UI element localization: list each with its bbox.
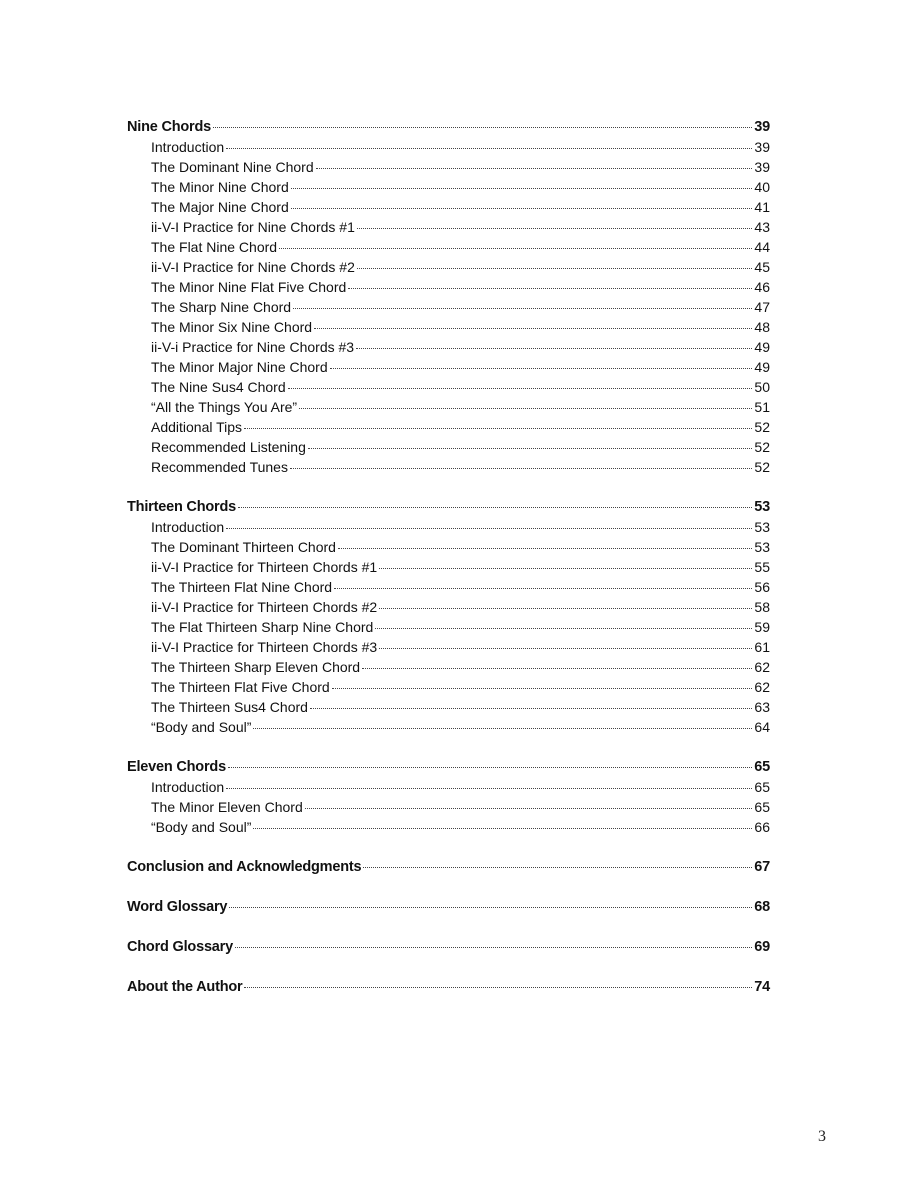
dot-leader [363, 867, 752, 868]
page-ref: 48 [754, 319, 770, 335]
dot-leader [379, 648, 752, 649]
entry-title: The Sharp Nine Chord [151, 299, 292, 315]
dot-leader [235, 947, 752, 948]
dot-leader [305, 808, 753, 809]
page-ref: 39 [754, 139, 770, 155]
dot-leader [338, 548, 752, 549]
toc-section-heading[interactable] [127, 937, 770, 957]
toc-entry[interactable] [127, 397, 770, 417]
dot-leader [213, 127, 752, 128]
toc-entry[interactable] [127, 797, 770, 817]
page-ref: 68 [754, 899, 770, 915]
dot-leader [379, 568, 752, 569]
page-ref: 40 [754, 179, 770, 195]
page-ref: 51 [754, 399, 770, 415]
entry-title: The Thirteen Sus4 Chord [151, 699, 308, 715]
toc-section-heading[interactable] [127, 897, 770, 917]
toc-section [127, 897, 770, 917]
dot-leader [253, 828, 752, 829]
section-title: Conclusion and Acknowledgments [127, 859, 362, 875]
page-ref: 66 [754, 819, 770, 835]
entry-title: “Body and Soul” [151, 819, 252, 835]
page-ref: 46 [754, 279, 770, 295]
page-ref: 55 [754, 559, 770, 575]
page-ref: 50 [754, 379, 770, 395]
dot-leader [244, 428, 752, 429]
page-ref: 65 [754, 799, 770, 815]
page-ref: 39 [754, 119, 770, 135]
toc-section [127, 977, 770, 997]
entry-title: ii-V-I Practice for Nine Chords #2 [151, 259, 355, 275]
dot-leader [238, 507, 752, 508]
page-ref: 64 [754, 719, 770, 735]
section-title: Chord Glossary [127, 939, 233, 955]
dot-leader [356, 348, 752, 349]
dot-leader [332, 688, 753, 689]
toc-entry[interactable] [127, 777, 770, 797]
toc-section-heading[interactable] [127, 117, 770, 137]
entry-title: The Dominant Thirteen Chord [151, 539, 336, 555]
page-ref: 53 [754, 499, 770, 515]
dot-leader [314, 328, 752, 329]
dot-leader [226, 788, 752, 789]
dot-leader [253, 728, 752, 729]
page-ref: 62 [754, 679, 770, 695]
dot-leader [228, 767, 752, 768]
toc-section [127, 937, 770, 957]
toc-entry[interactable] [127, 217, 770, 237]
page-ref: 52 [754, 459, 770, 475]
page-ref: 63 [754, 699, 770, 715]
toc-entry[interactable] [127, 617, 770, 637]
entry-title: The Major Nine Chord [151, 199, 289, 215]
toc-entry[interactable] [127, 597, 770, 617]
entry-title: Introduction [151, 779, 225, 795]
toc-entry[interactable] [127, 257, 770, 277]
entry-title: ii-V-I Practice for Nine Chords #1 [151, 219, 355, 235]
entry-title: The Nine Sus4 Chord [151, 379, 286, 395]
entry-title: Introduction [151, 519, 225, 535]
toc-entry[interactable] [127, 337, 770, 357]
entry-title: ii-V-I Practice for Thirteen Chords #2 [151, 599, 378, 615]
dot-leader [310, 708, 752, 709]
dot-leader [316, 168, 753, 169]
toc-section-heading[interactable] [127, 497, 770, 517]
toc-entry[interactable] [127, 697, 770, 717]
toc-entry[interactable] [127, 317, 770, 337]
toc-section [127, 757, 770, 837]
page-ref: 69 [754, 939, 770, 955]
page-ref: 39 [754, 159, 770, 175]
toc-section-heading[interactable] [127, 857, 770, 877]
page-ref: 52 [754, 439, 770, 455]
dot-leader [244, 987, 752, 988]
dot-leader [357, 268, 753, 269]
entry-title: ii-V-I Practice for Thirteen Chords #1 [151, 559, 378, 575]
page-ref: 49 [754, 359, 770, 375]
toc-entry[interactable] [127, 157, 770, 177]
dot-leader [362, 668, 752, 669]
section-title: About the Author [127, 979, 243, 995]
toc-entry[interactable] [127, 457, 770, 477]
section-title: Thirteen Chords [127, 499, 236, 515]
page-ref: 67 [754, 859, 770, 875]
page-ref: 52 [754, 419, 770, 435]
dot-leader [334, 588, 752, 589]
page-ref: 43 [754, 219, 770, 235]
entry-title: The Flat Thirteen Sharp Nine Chord [151, 619, 374, 635]
toc-section-heading[interactable] [127, 757, 770, 777]
toc-entry[interactable] [127, 137, 770, 157]
toc-section [127, 497, 770, 737]
page-ref: 61 [754, 639, 770, 655]
entry-title: The Dominant Nine Chord [151, 159, 314, 175]
toc-entry[interactable] [127, 517, 770, 537]
dot-leader [299, 408, 752, 409]
toc-section [127, 857, 770, 877]
page-ref: 47 [754, 299, 770, 315]
toc-entry[interactable] [127, 537, 770, 557]
toc-entry[interactable] [127, 377, 770, 397]
entry-title: The Minor Eleven Chord [151, 799, 303, 815]
entry-title: The Thirteen Flat Five Chord [151, 679, 330, 695]
entry-title: The Minor Six Nine Chord [151, 319, 313, 335]
dot-leader [229, 907, 752, 908]
toc-entry[interactable] [127, 637, 770, 657]
dot-leader [291, 188, 753, 189]
toc-entry[interactable] [127, 277, 770, 297]
entry-title: The Minor Nine Flat Five Chord [151, 279, 347, 295]
dot-leader [330, 368, 753, 369]
dot-leader [290, 468, 752, 469]
entry-title: Recommended Listening [151, 439, 306, 455]
toc-entry[interactable] [127, 677, 770, 697]
page-ref: 56 [754, 579, 770, 595]
page-ref: 45 [754, 259, 770, 275]
entry-title: ii-V-i Practice for Nine Chords #3 [151, 339, 355, 355]
entry-title: Recommended Tunes [151, 459, 288, 475]
page-number: 3 [818, 1128, 826, 1145]
entry-title: ii-V-I Practice for Thirteen Chords #3 [151, 639, 378, 655]
section-title: Eleven Chords [127, 759, 226, 775]
entry-title: Additional Tips [151, 419, 243, 435]
entry-title: The Thirteen Flat Nine Chord [151, 579, 333, 595]
toc-entry[interactable] [127, 197, 770, 217]
entry-title: The Flat Nine Chord [151, 239, 278, 255]
toc-entry[interactable] [127, 657, 770, 677]
toc-section [127, 117, 770, 477]
toc-entry[interactable] [127, 177, 770, 197]
entry-title: “All the Things You Are” [151, 399, 298, 415]
entry-title: The Thirteen Sharp Eleven Chord [151, 659, 361, 675]
dot-leader [291, 208, 753, 209]
page-ref: 62 [754, 659, 770, 675]
table-of-contents [127, 117, 770, 1017]
section-title: Nine Chords [127, 119, 211, 135]
toc-entry[interactable] [127, 297, 770, 317]
dot-leader [375, 628, 752, 629]
toc-entry[interactable] [127, 417, 770, 437]
dot-leader [279, 248, 752, 249]
dot-leader [288, 388, 753, 389]
toc-entry[interactable] [127, 577, 770, 597]
dot-leader [226, 528, 752, 529]
entry-title: Introduction [151, 139, 225, 155]
toc-entry[interactable] [127, 717, 770, 737]
toc-entry[interactable] [127, 437, 770, 457]
page-ref: 53 [754, 539, 770, 555]
entry-title: The Minor Major Nine Chord [151, 359, 328, 375]
dot-leader [379, 608, 752, 609]
dot-leader [357, 228, 753, 229]
dot-leader [226, 148, 752, 149]
entry-title: The Minor Nine Chord [151, 179, 289, 195]
dot-leader [293, 308, 752, 309]
page-ref: 58 [754, 599, 770, 615]
page-ref: 44 [754, 239, 770, 255]
entry-title: “Body and Soul” [151, 719, 252, 735]
page-ref: 49 [754, 339, 770, 355]
toc-entry[interactable] [127, 817, 770, 837]
page-ref: 41 [754, 199, 770, 215]
section-title: Word Glossary [127, 899, 228, 915]
page-ref: 65 [754, 779, 770, 795]
toc-entry[interactable] [127, 557, 770, 577]
page-ref: 74 [754, 979, 770, 995]
dot-leader [348, 288, 752, 289]
page-ref: 53 [754, 519, 770, 535]
dot-leader [308, 448, 753, 449]
page-ref: 65 [754, 759, 770, 775]
toc-entry[interactable] [127, 357, 770, 377]
page-ref: 59 [754, 619, 770, 635]
toc-entry[interactable] [127, 237, 770, 257]
toc-section-heading[interactable] [127, 977, 770, 997]
